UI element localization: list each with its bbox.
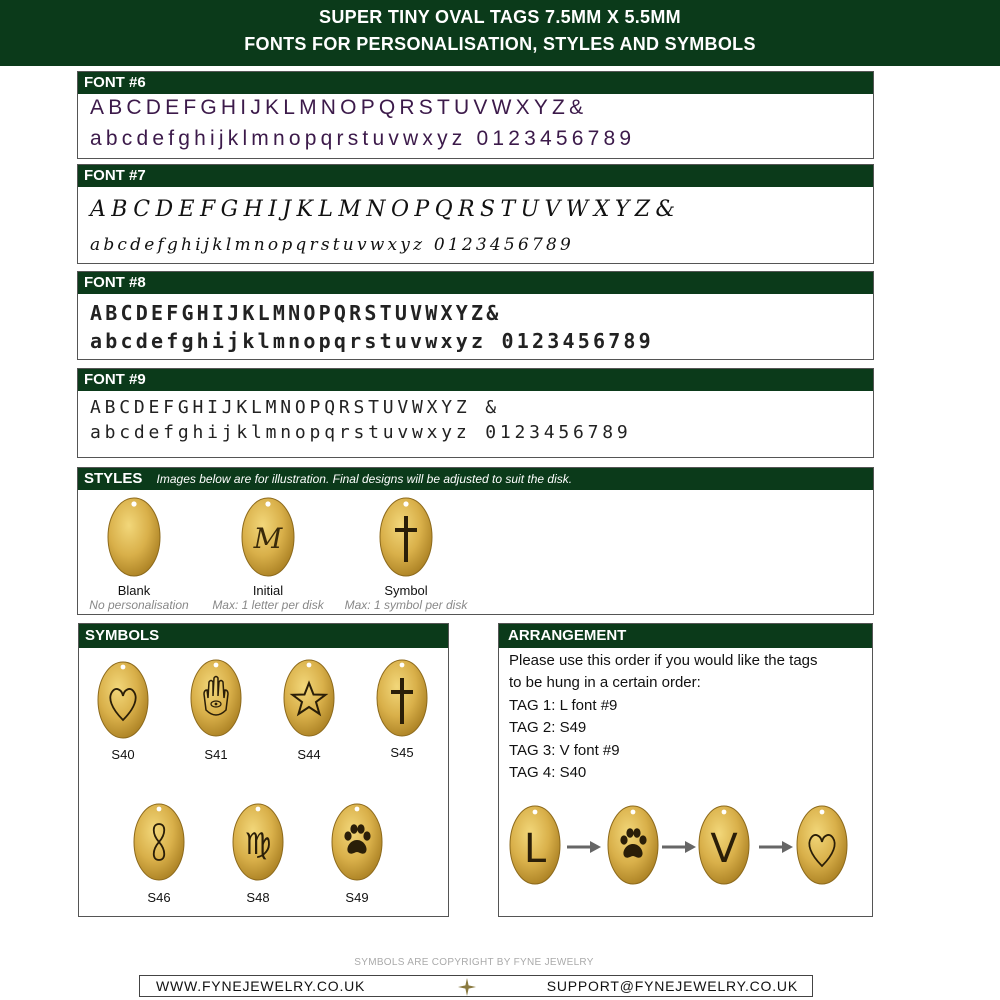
tag-1-letter: L	[523, 826, 547, 872]
header-banner	[0, 0, 1000, 66]
font-9-uppercase: ABCDEFGHIJKLMNOPQRSTUVWXYZ &	[90, 397, 500, 418]
font-9-panel	[77, 368, 874, 458]
letter-v-disk-icon	[697, 804, 751, 886]
font-7-panel	[77, 164, 874, 264]
font-7-uppercase: ABCDEFGHIJKLMNOPQRSTUVWXYZ&	[90, 197, 681, 222]
font-8-panel	[77, 271, 874, 360]
blank-disk-icon	[106, 496, 162, 578]
paw-disk-icon	[606, 804, 660, 886]
styles-title: STYLES	[84, 470, 143, 487]
font-6-panel	[77, 71, 874, 159]
paw-icon	[330, 802, 384, 882]
font-7-title: FONT #7	[78, 165, 873, 187]
arrow-right-icon	[758, 840, 794, 854]
page-title: SUPER TINY OVAL TAGS 7.5MM X 5.5MM	[319, 7, 681, 27]
font-9-title: FONT #9	[78, 369, 873, 391]
symbol-code-s46: S46	[147, 890, 171, 905]
font-7-lowercase: abcdefghijklmnopqrstuvwxyz 0123456789	[90, 235, 575, 255]
style-blank-sub: No personalisation	[89, 598, 189, 612]
cross-icon	[375, 658, 429, 738]
infinity-icon	[132, 802, 186, 882]
symbol-code-s49: S49	[345, 890, 369, 905]
styles-note: Images below are for illustration. Final designs will be adjusted to suit the disk.	[156, 472, 573, 486]
arrangement-panel	[498, 623, 873, 917]
arrangement-instructions	[509, 650, 818, 784]
heart-disk-icon	[795, 804, 849, 886]
font-8-title: FONT #8	[78, 272, 873, 294]
virgo-icon	[231, 802, 285, 882]
symbol-code-s40: S40	[111, 747, 135, 762]
svg-text:♍: ♍	[244, 827, 272, 862]
hamsa-hand-icon	[189, 658, 243, 738]
symbol-code-s44: S44	[297, 747, 321, 762]
font-6-uppercase: ABCDEFGHIJKLMNOPQRSTUVWXYZ&	[90, 96, 588, 119]
style-symbol-label: Symbol	[384, 583, 428, 598]
font-9-lowercase: abcdefghijklmnopqrstuvwxyz 0123456789	[90, 422, 632, 443]
symbol-code-s48: S48	[246, 890, 270, 905]
styles-header	[78, 468, 873, 490]
symbol-code-s45: S45	[390, 745, 414, 760]
star-icon	[282, 658, 336, 738]
style-blank-label: Blank	[117, 583, 151, 598]
symbols-title: SYMBOLS	[79, 624, 448, 648]
letter-l-disk-icon	[508, 804, 562, 886]
initial-m-disk-icon	[240, 496, 296, 578]
heart-icon	[96, 660, 150, 740]
font-6-lowercase: abcdefghijklmnopqrstuvwxyz 0123456789	[90, 127, 636, 150]
tag-3-letter: V	[710, 826, 738, 872]
arrow-right-icon	[566, 840, 602, 854]
font-8-lowercase: abcdefghijklmnopqrstuvwxyz 0123456789	[90, 329, 654, 353]
cross-disk-icon	[378, 496, 434, 578]
arrangement-line: TAG 3: V font #9	[509, 741, 620, 759]
initial-letter: M	[253, 522, 283, 555]
styles-panel	[77, 467, 874, 615]
arrangement-line: Please use this order if you would like the tags	[509, 652, 818, 669]
copyright-note: SYMBOLS ARE COPYRIGHT BY FYNE JEWELRY	[354, 957, 594, 968]
page-subtitle: FONTS FOR PERSONALISATION, STYLES AND SYMBOLS	[244, 34, 756, 54]
font-8-uppercase: ABCDEFGHIJKLMNOPQRSTUVWXYZ&	[90, 301, 502, 325]
arrangement-line: to be hung in a certain order:	[509, 674, 701, 692]
arrow-right-icon	[661, 840, 697, 854]
style-initial-label: Initial	[252, 583, 284, 598]
footer-bar	[139, 975, 813, 997]
sparkle-icon	[458, 978, 476, 996]
arrangement-title: ARRANGEMENT	[499, 624, 872, 648]
symbol-code-s41: S41	[204, 747, 228, 762]
website-link[interactable]: WWW.FYNEJEWELRY.CO.UK	[156, 978, 366, 994]
arrangement-line: TAG 4: S40	[509, 764, 587, 782]
symbols-panel	[78, 623, 449, 917]
support-email-link[interactable]: SUPPORT@FYNEJEWELRY.CO.UK	[546, 978, 798, 994]
style-symbol-sub: Max: 1 symbol per disk	[344, 598, 468, 612]
style-initial-sub: Max: 1 letter per disk	[212, 598, 324, 612]
arrangement-line: TAG 1: L font #9	[509, 696, 618, 714]
font-6-title: FONT #6	[78, 72, 873, 94]
arrangement-line: TAG 2: S49	[509, 719, 587, 737]
